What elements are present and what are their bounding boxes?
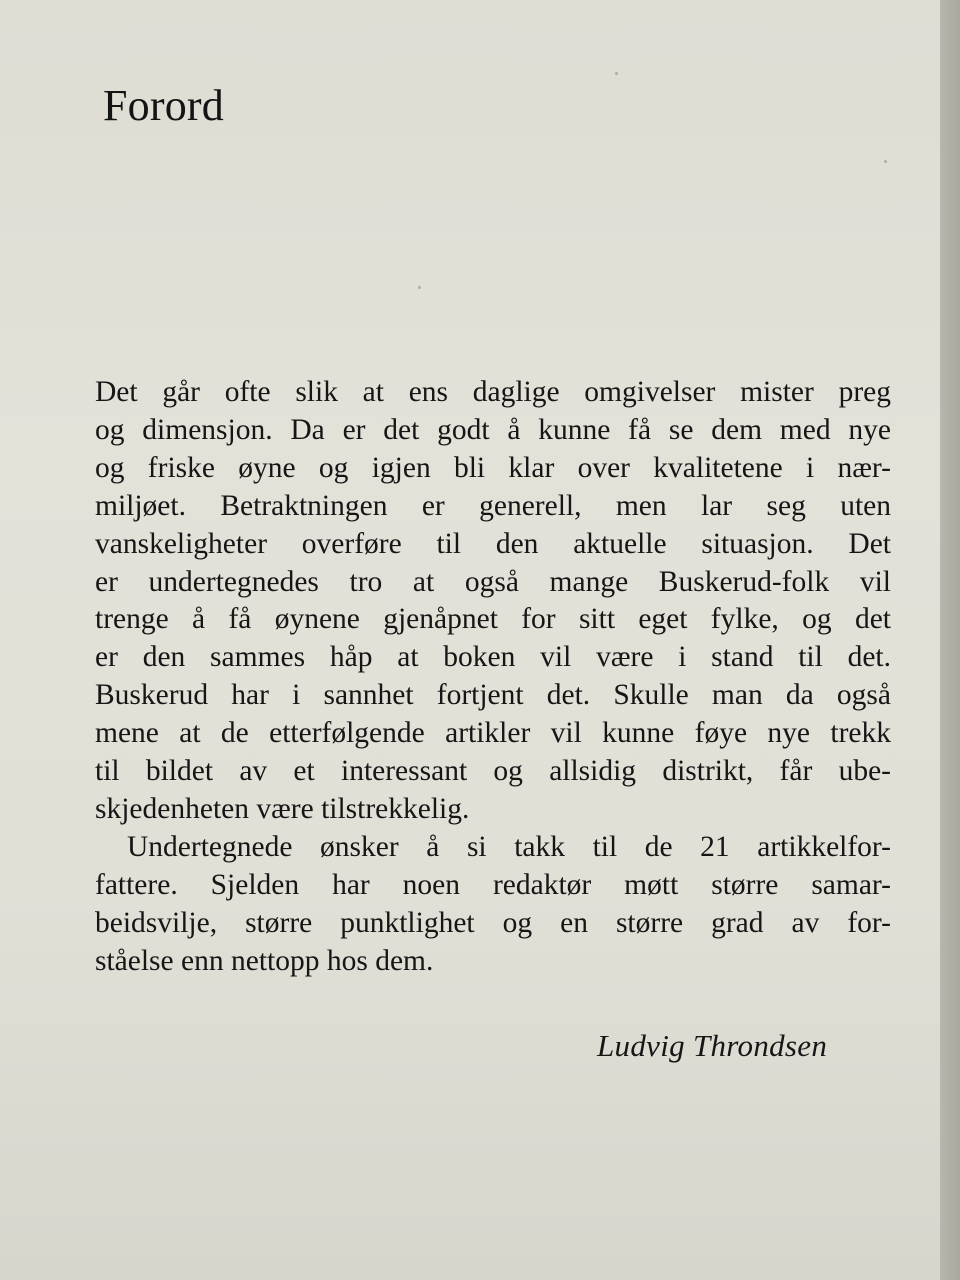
text-line: er undertegnedes tro at også mange Buskerud-folk vil [95,565,891,598]
paper-speck [884,160,887,163]
text-line: vanskeligheter overføre til den aktuelle situasjon. Det [95,527,891,560]
paper-speck [418,286,421,289]
page-edge [940,0,960,1280]
text-line: mene at de etterfølgende artikler vil kunne føye nye trekk [95,717,891,750]
foreword-body [95,374,891,981]
text-line: Undertegnede ønsker å si takk til de 21 artikkelfor- [127,830,891,863]
text-line: miljøet. Betraktningen er generell, men lar seg uten [95,489,891,522]
text-line: skjedenheten være tilstrekkelig. [95,792,470,825]
text-line: fattere. Sjelden har noen redaktør møtt større samar- [95,868,891,901]
paper-speck [615,72,618,75]
text-line: og friske øyne og igjen bli klar over kvalitetene i nær- [95,451,891,484]
page-title: Forord [103,81,224,130]
paragraph-1 [95,374,891,829]
text-line: trenge å få øynene gjenåpnet for sitt eget fylke, og det [95,603,891,636]
text-line: Det går ofte slik at ens daglige omgivelser mister preg [95,376,891,408]
text-line: beidsvilje, større punktlighet og en større grad av for- [95,906,891,939]
author-signature: Ludvig Throndsen [597,1028,828,1063]
text-line: ståelse enn nettopp hos dem. [95,944,434,977]
text-line: og dimensjon. Da er det godt å kunne få se dem med nye [95,413,891,446]
text-line: er den sammes håp at boken vil være i stand til det. [95,641,891,674]
text-line: Buskerud har i sannhet fortjent det. Skulle man da også [95,679,891,712]
paragraph-2 [95,829,891,981]
text-line: til bildet av et interessant og allsidig distrikt, får ube- [95,755,891,788]
